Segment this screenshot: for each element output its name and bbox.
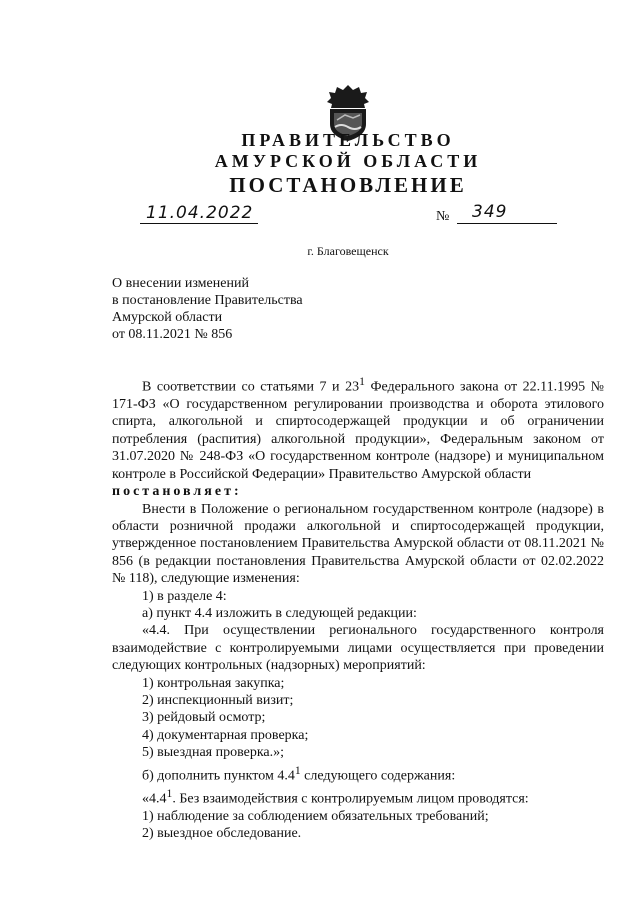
- date-underline: [140, 223, 258, 224]
- preamble-paragraph: [112, 373, 604, 483]
- clause-text: . Без взаимодействия с контролируемым лицом проводятся:: [172, 791, 529, 807]
- section-item: 1) в разделе 4:: [142, 588, 227, 604]
- number-sign: №: [436, 209, 450, 224]
- list-item: 5) выездная проверка.»;: [142, 745, 285, 761]
- document-body: [112, 373, 604, 843]
- document-city: г. Благовещенск: [307, 244, 389, 258]
- clause-number: «4.4: [142, 791, 167, 807]
- list-item: 2) выездное обследование.: [142, 826, 302, 842]
- item-b: [112, 762, 604, 785]
- subject-line: Амурской области: [112, 310, 223, 325]
- item-b-text: б) дополнить пунктом 4.4: [142, 768, 295, 784]
- list-item: 2) инспекционный визит;: [142, 692, 294, 708]
- preamble-text-cont: Федерального закона от 22.11.1995 № 171-ФЗ «О государственном регулировании производства и оборота этилового спирта, алкогольной и спиртосодержащей продукции и об ограничении потребления (распития) алкогольной продукции», Федеральным законом от 31.07.2020 № 248-ФЗ «О государственном контроле (надзоре) и муниципальном контроле в Российской Федерации» Правительство Амурской области: [112, 379, 604, 482]
- list-item: 1) наблюдение за соблюдением обязательных требований;: [142, 808, 489, 824]
- subject-line: О внесении изменений: [112, 276, 249, 291]
- clause-4-4: «4.4. При осуществлении регионального государственного контроля взаимодействие с контролируемыми лицами осуществляется при проведении следующих контрольных (надзорных) мероприятий:: [112, 623, 604, 674]
- intro-paragraph: Внести в Положение о региональном государственном контроле (надзоре) в области розничной продажи алкогольной и спиртосодержащей продукции, утвержденное постановлением Правительства Амурской области от 08.11.2021 № 856 (в редакции постановления Правительства Амурской области от 02.02.2022 № 118), следующие изменения:: [112, 501, 604, 587]
- organization-name-line2: АМУРСКОЙ ОБЛАСТИ: [214, 151, 482, 171]
- document-date: 11.04.2022: [146, 203, 254, 223]
- document-number: 349: [472, 202, 508, 222]
- list-item: 4) документарная проверка;: [142, 727, 309, 743]
- subject-line: от 08.11.2021 № 856: [112, 327, 233, 342]
- number-underline: [457, 223, 557, 224]
- superscript: 1: [359, 375, 365, 388]
- clause-4-4-1: [112, 785, 604, 808]
- item-b-text-cont: следующего содержания:: [300, 768, 456, 784]
- decree-word: постановляет:: [112, 484, 242, 500]
- subject-line: в постановление Правительства: [112, 293, 303, 308]
- list-item: 1) контрольная закупка;: [142, 675, 285, 691]
- document-subject: [112, 275, 303, 343]
- superscript: 1: [294, 763, 301, 777]
- organization-name-line1: ПРАВИТЕЛЬСТВО: [241, 130, 455, 150]
- superscript: 1: [166, 786, 173, 800]
- document-type-title: ПОСТАНОВЛЕНИЕ: [229, 173, 467, 197]
- item-a: а) пункт 4.4 изложить в следующей редакции:: [142, 605, 417, 621]
- preamble-text: В соответствии со статьями 7 и 23: [142, 379, 360, 395]
- list-item: 3) рейдовый осмотр;: [142, 710, 266, 726]
